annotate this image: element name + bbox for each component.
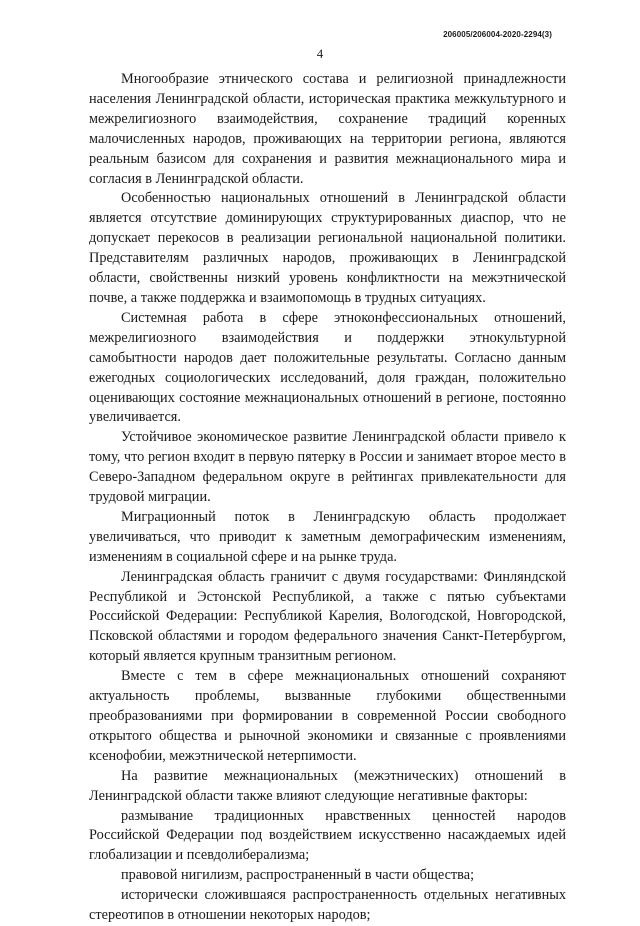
list-item-negative-stereotypes: исторически сложившаяся распространенность отдельных негативных стереотипов в отношении некоторых народов; [89,887,566,924]
document-body [89,70,566,926]
paragraph-borders: Ленинградская область граничит с двумя государствами: Финляндской Республикой и Эстонской Республикой, а также с пятью субъектами Российской Федерации: Республикой Карелия, Вологодской, Новгородской, Псковской областями и городом федерального значения Санкт-Петербургом, который является крупным транзитным регионом. [89,568,566,665]
paragraph-national-relations-features: Особенностью национальных отношений в Ленинградской области является отсутствие доминирующих структурированных диаспор, что не допускает перекосов в реализации региональной национальной политики. Представителям различных народов, проживающих в Ленинградской области, свойственны низкий уровень конфликтности на межэтнической почве, а также поддержка и взаимопомощь в трудных ситуациях. [89,190,566,306]
paragraph-systematic-work: Системная работа в сфере этноконфессиональных отношений, межрелигиозного взаимодействия и поддержки этнокультурной самобытности народов дает положительные результаты. Согласно данным ежегодных социологических исследований, доля граждан, положительно оценивающих состояние межнациональных отношений в регионе, постоянно увеличивается. [89,309,566,426]
paragraph-negative-factors-intro: На развитие межнациональных (межэтнических) отношений в Ленинградской области также влияют следующие негативные факторы: [89,767,566,804]
page-number: 4 [316,47,324,61]
list-item-legal-nihilism: правовой нигилизм, распространенный в части общества; [121,867,475,884]
paragraph-problems: Вместе с тем в сфере межнациональных отношений сохраняют актуальность проблемы, вызванные глубокими общественными преобразованиями при формировании в современной России свободного открытого общества и рыночной экономики и связанные с проявлениями ксенофобии, межэтнической нетерпимости. [89,668,566,764]
document-registration-number: 206005/206004-2020-2294(3) [443,30,552,39]
paragraph-migration-flow: Миграционный поток в Ленинградскую область продолжает увеличиваться, что приводит к заметным демографическим изменениям, изменениям в социальной сфере и на рынке труда. [89,508,566,565]
list-item-erosion-of-values: размывание традиционных нравственных ценностей народов Российской Федерации под воздействием искусственно насаждаемых идей глобализации и псевдолиберализма; [89,807,566,864]
paragraph-economic-development: Устойчивое экономическое развитие Ленинградской области привело к тому, что регион входит в первую пятерку в России и занимает второе место в Северо-Западном федеральном округе в рейтингах привлекательности для трудовой миграции. [89,429,566,506]
paragraph-ethnic-diversity: Многообразие этнического состава и религиозной принадлежности населения Ленинградской области, историческая практика межкультурного и межрелигиозного взаимодействия, сохранение традиций коренных малочисленных народов, проживающих на территории региона, являются реальным базисом для сохранения и развития межнационального мира и согласия в Ленинградской области. [89,71,566,187]
